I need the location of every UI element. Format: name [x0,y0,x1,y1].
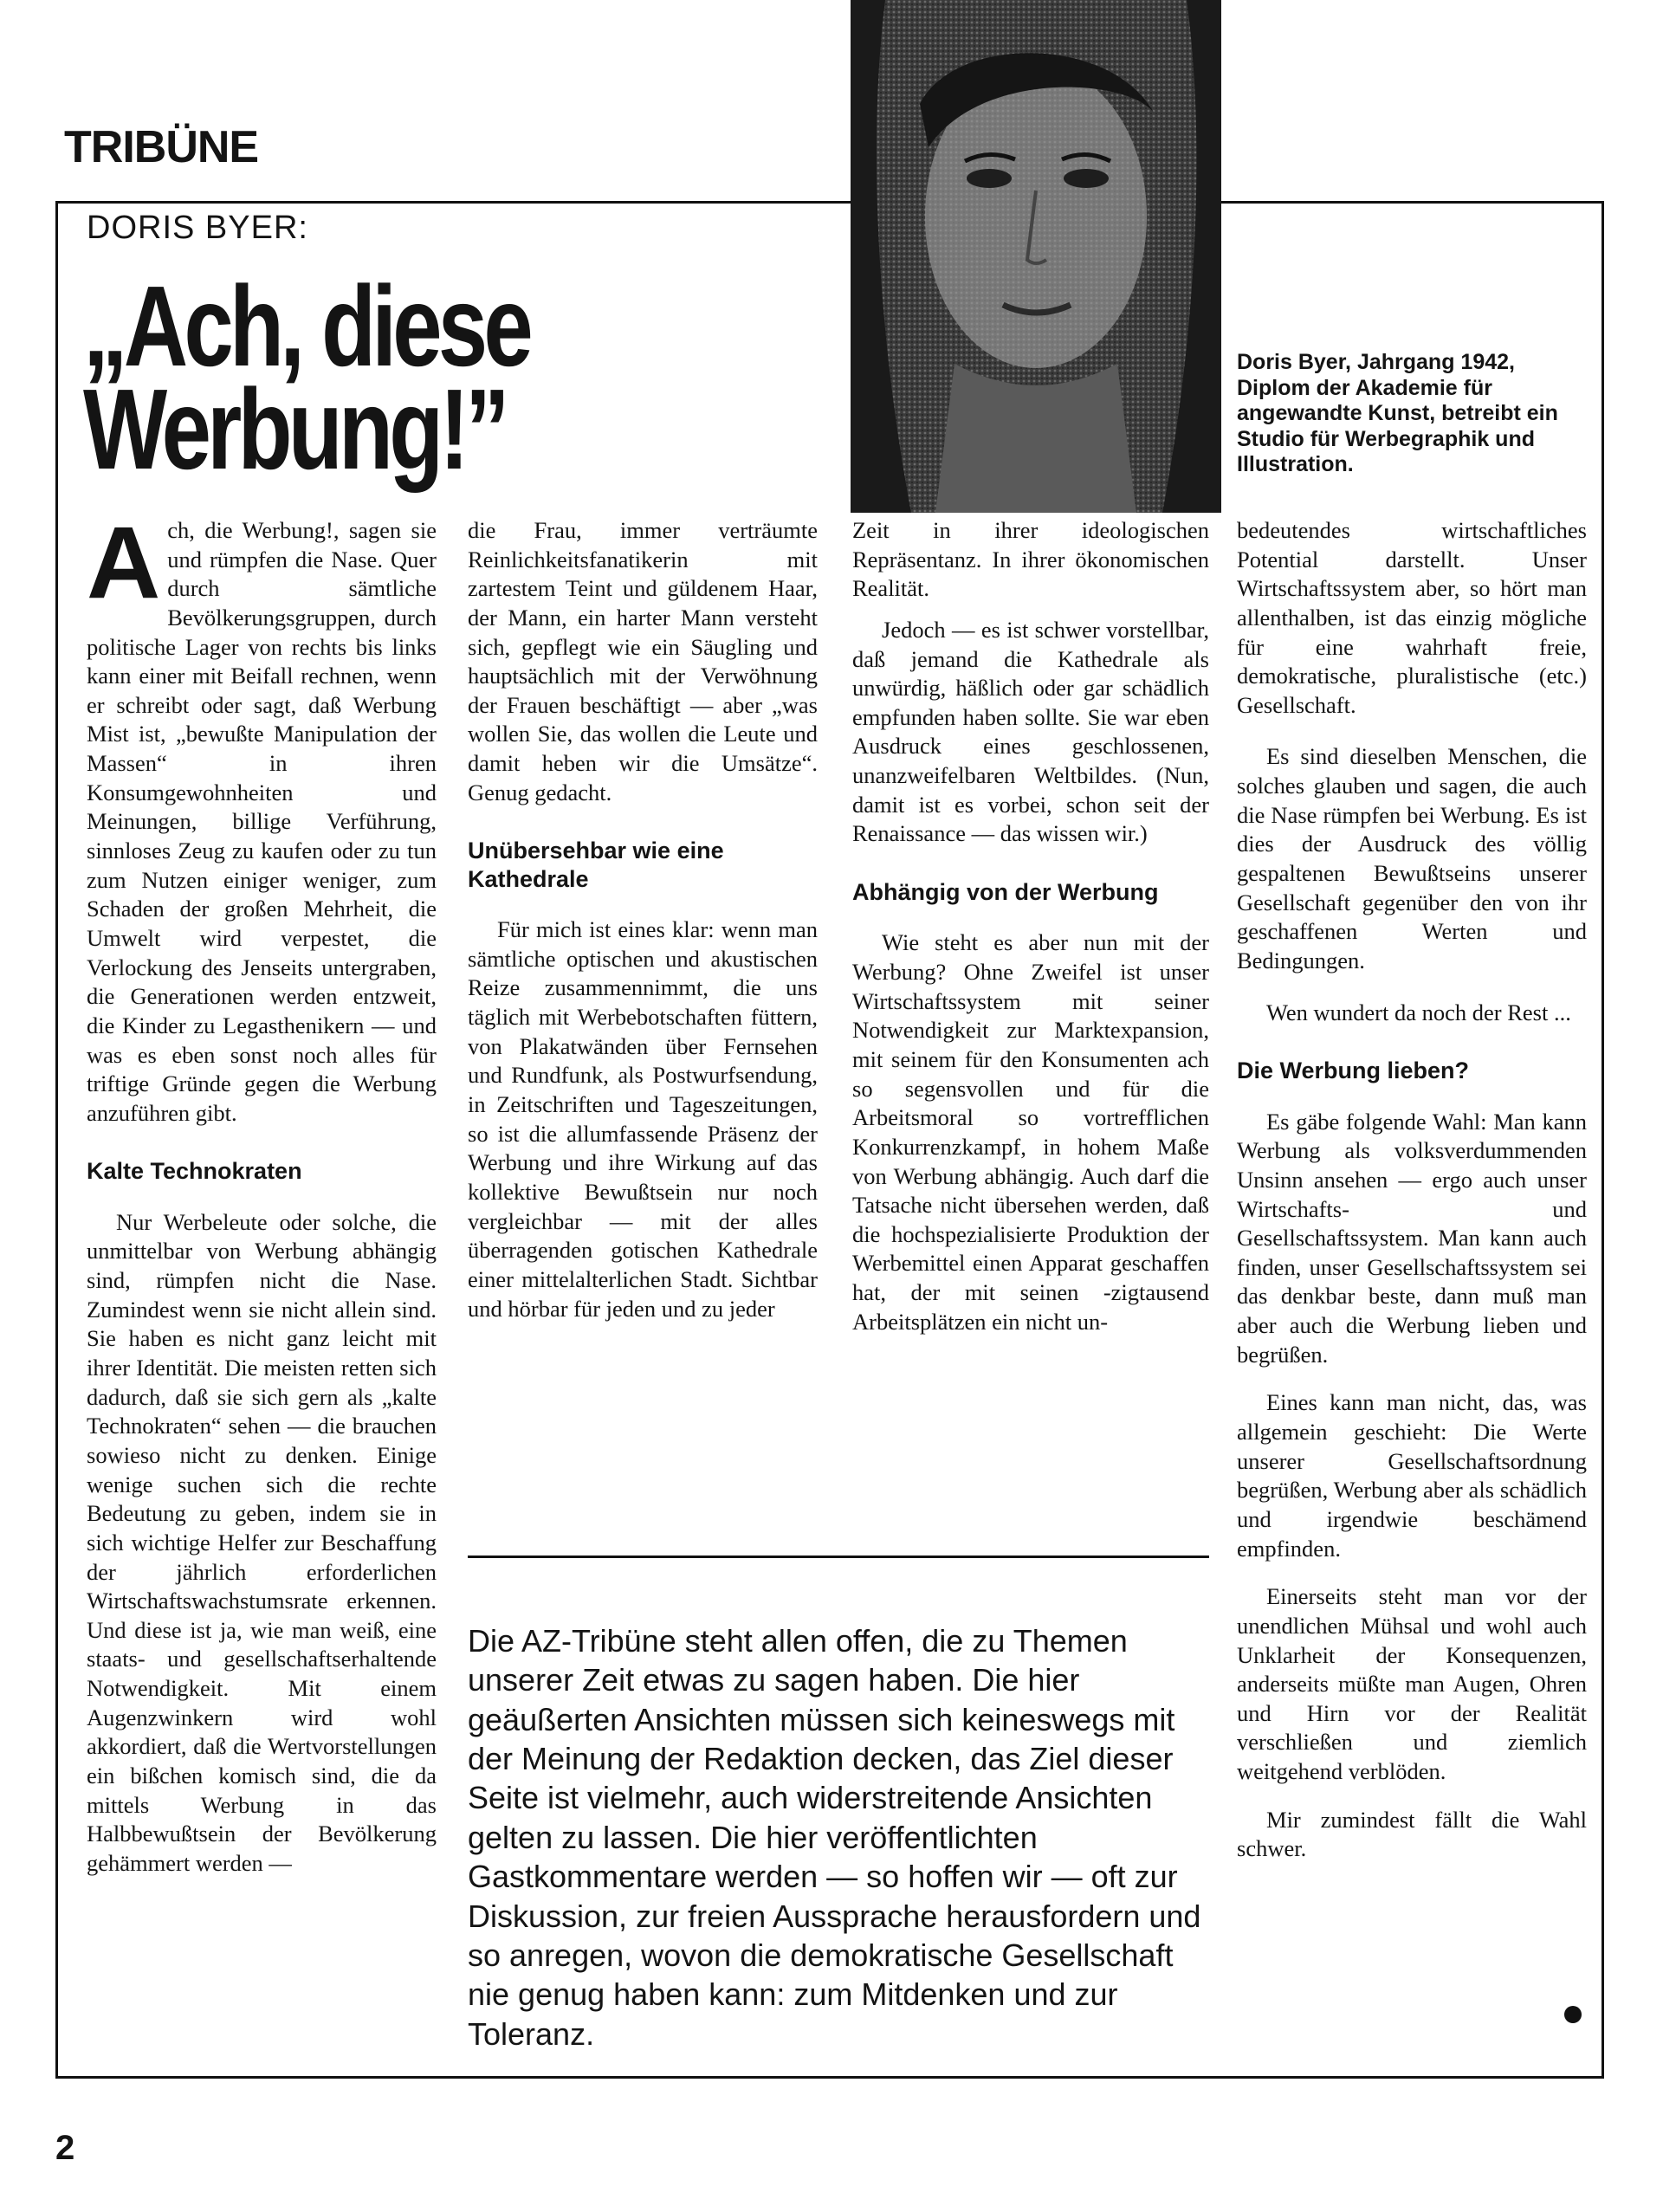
paragraph: Für mich ist eines klar: wenn man sämtliche optischen und akustischen Reize zusammennimmt, die uns täglich mit Werbebotschaften füttern, von Plakatwänden über Fernsehen und Rundfunk, als Postwurfsendung, in Zeitschriften und Tageszeitungen, so ist die allumfassende Präsenz der Werbung und ihre Wirkung auf das kollektive Bewußtsein nur noch vergleichbar — mit der alles überragenden gotischen Kathedrale einer mittelalterlichen Stadt. Sichtbar und hörbar für jeden und zu jeder [468,916,818,1322]
article-column-3 [852,516,1209,1342]
paragraph [87,506,437,1128]
headline-line-2: Werbung!” [83,365,506,493]
subheading-werbung-lieben: Die Werbung lieben? [1237,1057,1470,1084]
frame-top-rule-left [55,201,852,204]
portrait-photo [851,0,1221,513]
article-column-4 [1237,516,1587,1869]
paragraph-text: ch, die Werbung!, sagen sie und rümpfen die Nase. Quer durch sämtliche Bevölkerungsgruppen, durch politische Lager von rechts bis links kann einer mit Beifall rechnen, wenn er schreibt oder sagt, daß Werbung Mist ist, „bewußte Manipulation der Massen“ in ihren Konsumgewohnheiten und Meinungen, billige Verführung, sinnloses Zeug zu kaufen oder zu tun zum Nutzen einiger weniger, zum Schaden der großen Mehrheit, die Umwelt wird verpestet, die Verlockung des Jenseits untergraben, die Generationen werden entzweit, die Kinder zu Legasthenikern — und was es eben sonst noch alles für triftige Gründe gegen die Werbung anzuführen gibt. [87,517,437,1126]
headline-line-1: „Ach, diese [83,262,530,390]
paragraph: Es gäbe folgende Wahl: Man kann Werbung als volksverdummenden Unsinn ansehen — ergo auch unser Wirtschafts- und Gesellschaftssystem. Man kann auch finden, unser Gesellschaftssystem sei das denkbar beste, dann muß man aber auch die Werbung lieben und begrüßen. [1237,1108,1587,1368]
paragraph: Nur Werbeleute oder solche, die unmittelbar von Werbung abhängig sind, rümpfen nicht die Nase. Zumindest wenn sie nicht allein sind. Sie haben es nicht ganz leicht mit ihrer Identität. Die meisten retten sich dadurch, daß sie sich gern als „kalte Technokraten“ sehen — die brauchen sowieso nicht zu denken. Einige wenige suchen sich die rechte Bedeutung zu geben, indem sie in sich wichtige Helfer zur Beschaffung der jährlich erforderlichen Wirtschaftswachstumsrate erkennen. Und diese ist ja, wie man weiß, eine staats- und gesellschaftserhaltende Notwendigkeit. Mit einem Augenzwinkern wird wohl akkordiert, daß die Wertvorstellungen ein bißchen komisch sind, die da mittels Werbung in das Halbbewußtsein der Bevölkerung gehämmert werden — [87,1208,437,1876]
portrait-photo-icon [851,0,1221,513]
editorial-box-rule [468,1556,1209,1558]
editorial-note: Die AZ-Tribüne steht allen offen, die zu Themen unserer Zeit etwas zu sagen haben. Die hier geäußerten Ansichten müssen sich keineswegs mit der Meinung der Redaktion decken, das Ziel dieser Seite ist vielmehr, auch widerstreitende Ansichten gelten zu lassen. Die hier veröffentlichten Gastkommentare werden — so hoffen wir — oft zur Diskussion, zur freien Aussprache herausfordern und so anregen, wovon die demokratische Gesellschaft nie genug haben kann: zum Mitdenken und zur Toleranz. [468,1623,1201,2052]
paragraph: Es sind dieselben Menschen, die solches glauben und sagen, die auch die Nase rümpfen bei Werbung. Es ist dies der Ausdruck des völlig gespaltenen Bewußtseins unserer Gesellschaft gegenüber den von ihr geschaffenen Werten und Bedingungen. [1237,743,1587,973]
paragraph: bedeutendes wirtschaftliches Potential darstellt. Unser Wirtschaftssystem aber, so hört man allenthalben, ist das einzig mögliche für eine wahrhaft freie, demokratische, pluralistische (etc.) Gesellschaft. [1237,517,1587,718]
section-kicker: TRIBÜNE [64,122,259,172]
drop-cap: A [87,506,161,620]
article-column-1 [87,506,437,1884]
article-column-2 [468,516,818,1329]
paragraph: Zeit in ihrer ideologischen Repräsentanz. In ihrer ökonomischen Realität. [852,517,1209,602]
page-number: 2 [55,2129,75,2167]
subheading-abhaengig: Abhängig von der Werbung [852,879,1159,906]
paragraph: Wen wundert da noch der Rest ... [1266,999,1571,1025]
paragraph: Eines kann man nicht, das, was allgemein geschieht: Die Werte unserer Gesellschaftsordnung begrüßen, Werbung aber als schädlich und irgendwie beschämend empfinden. [1237,1389,1587,1562]
paragraph: Einerseits steht man vor der unendlichen Mühsal und wohl auch Unklarheit der Konsequenzen, anderseits müßte man Augen, Ohren und Hirn vor der Realität verschließen und ziemlich weitgehend verblöden. [1237,1583,1587,1785]
paragraph: Wie steht es aber nun mit der Werbung? Ohne Zweifel ist unser Wirtschaftssystem mit seiner Notwendigkeit zur Marktexpansion, mit seinem für den Konsumenten ach so segensvollen und für die Arbeitsmoral so vortrefflichen Konkurrenzkampf, in hohem Maße von Werbung abhängig. Auch darf die Tatsache nicht übersehen werden, daß die hochspezialisierte Produktion der Werbemittel einen Apparat geschaffen hat, der mit seinen -zigtausend Arbeitsplätzen ein nicht un- [852,929,1209,1335]
end-mark-icon [1564,2006,1582,2023]
paragraph: Mir zumindest fällt die Wahl schwer. [1237,1806,1587,1862]
photo-caption: Doris Byer, Jahrgang 1942, Diplom der Akademie für angewandte Kunst, betreibt ein Studio für Werbegraphik und Illustration. [1237,350,1558,476]
paragraph: die Frau, immer verträumte Reinlichkeitsfanatikerin mit zartestem Teint und güldenem Haar, der Mann, ein harter Mann versteht sich, gepflegt wie ein Säugling und hauptsächlich mit der Verwöhnung der Frauen beschäftigt — aber „was wollen Sie, das wollen die Leute und damit heben wir die Umsätze“. Genug gedacht. [468,517,818,805]
subheading-kathedrale: Unübersehbar wie eine Kathedrale [468,838,724,892]
paragraph: Jedoch — es ist schwer vorstellbar, daß jemand die Kathedrale als unwürdig, häßlich oder gar schädlich empfunden haben sollte. Sie war eben Ausdruck eines geschlossenen, unanzweifelbaren Weltbildes. (Nun, damit ist es vorbei, schon seit der Renaissance — das wissen wir.) [852,616,1209,847]
subheading-kalte-technokraten: Kalte Technokraten [87,1158,302,1185]
article-headline [83,262,556,493]
frame-top-rule-right [1220,201,1604,204]
author-byline: DORIS BYER: [87,210,308,246]
